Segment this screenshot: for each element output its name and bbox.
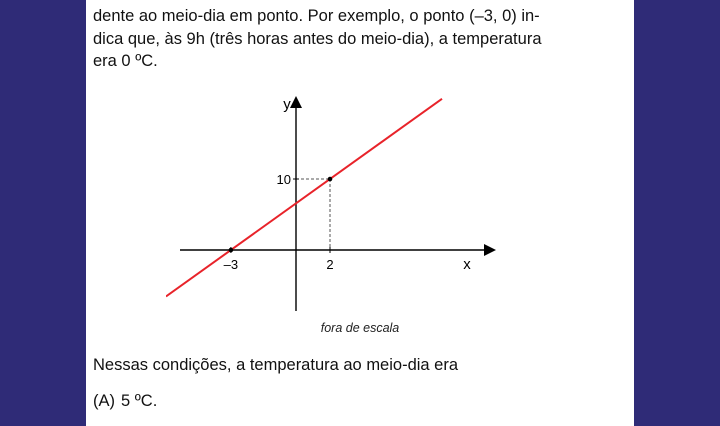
data-point-minus3-0 (229, 248, 234, 253)
data-point-2-10 (328, 177, 333, 182)
figure-caption: fora de escala (320, 321, 400, 335)
intro-line-1: dente ao meio-dia em ponto. Por exemplo, o ponto (–3, 0) in- (93, 7, 540, 25)
question-page (86, 0, 634, 426)
x-tick-label-minus3: –3 (223, 257, 239, 272)
question-text: Nessas condições, a temperatura ao meio-dia era (93, 356, 459, 374)
intro-line-2: dica que, às 9h (três horas antes do meio-dia), a temperatura (93, 29, 542, 48)
x-axis-label: x (463, 256, 471, 273)
x-axis-arrow (484, 244, 496, 256)
x-tick-label-2: 2 (326, 257, 334, 272)
option-letter: (A) (93, 392, 115, 410)
line-graph (166, 86, 506, 316)
y-axis-arrow (290, 96, 302, 108)
temperature-line (166, 99, 442, 297)
y-tick-label-10: 10 (276, 172, 291, 187)
option-text: 5 ºC. (121, 392, 158, 410)
y-axis-label: y (283, 96, 291, 113)
intro-text (93, 5, 613, 73)
answer-option-a[interactable] (93, 392, 157, 411)
intro-line-3: era 0 ºC. (93, 52, 158, 70)
